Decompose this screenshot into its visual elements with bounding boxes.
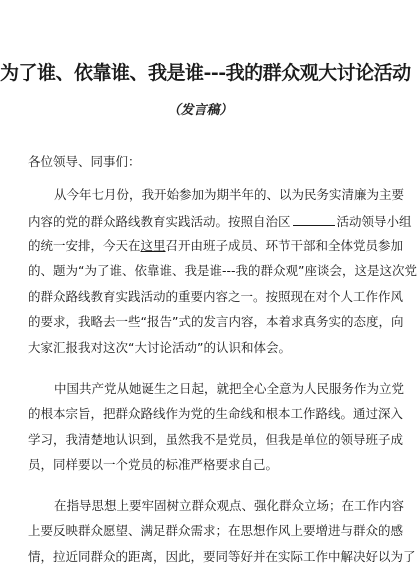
salutation: 各位领导、同事们： bbox=[28, 154, 141, 169]
document-title: 为了谁、依靠谁、我是谁---我的群众观大讨论活动 bbox=[0, 62, 411, 84]
paragraph-line: 的、题为“为了谁、依靠谁、我是谁---我的群众观”座谈会，这是这次党 bbox=[28, 263, 417, 278]
paragraph-line: 从今年七月份，我开始参加为期半年的、以为民务实清廉为主要 bbox=[54, 187, 405, 202]
paragraph-line: 上要反映群众愿望、满足群众需求；在思想作风上要增进与群众的感 bbox=[28, 523, 404, 538]
paragraph-line: 的要求，我略去一些“报告”式的发言内容，本着求真务实的态度，向 bbox=[28, 314, 404, 329]
document-subtitle: （发言稿） bbox=[167, 103, 233, 118]
line-text: 的统一安排，今天在 bbox=[28, 238, 141, 253]
underlined-text: 这里 bbox=[140, 238, 166, 253]
paragraph-line: 中国共产党从她诞生之日起，就把全心全意为人民服务作为立党 bbox=[54, 381, 405, 396]
paragraph-line: 的根本宗旨，把群众路线作为党的生命线和根本工作路线。通过深入 bbox=[28, 406, 404, 421]
paragraph-line: 在指导思想上要牢固树立群众观点、强化群众立场；在工作内容 bbox=[54, 498, 405, 513]
paragraph-line: 的群众路线教育实践活动的重要内容之一。按照现在对个人工作作风 bbox=[28, 289, 404, 304]
line-text: 召开由班子成员、环节干部和全体党员参加 bbox=[165, 238, 404, 253]
line-text: 活动领导小组 bbox=[336, 214, 412, 229]
paragraph-line: 员，同样要以一个党员的标准严格要求自己。 bbox=[28, 457, 279, 472]
line-text: 内容的党的群众路线教育实践活动。按照自治区 bbox=[28, 214, 291, 229]
paragraph-line bbox=[28, 213, 412, 230]
fill-in-blank bbox=[293, 213, 335, 226]
paragraph-line: 情，拉近同群众的距离，因此，要同等好并在实际工作中解决好以为了 bbox=[28, 549, 416, 564]
paragraph-line bbox=[28, 238, 404, 254]
paragraph-line: 学习，我清楚地认识到，虽然我不是党员，但我是单位的领导班子成 bbox=[28, 432, 404, 447]
paragraph-line: 大家汇报我对这次“大讨论活动”的认识和体会。 bbox=[28, 340, 291, 355]
